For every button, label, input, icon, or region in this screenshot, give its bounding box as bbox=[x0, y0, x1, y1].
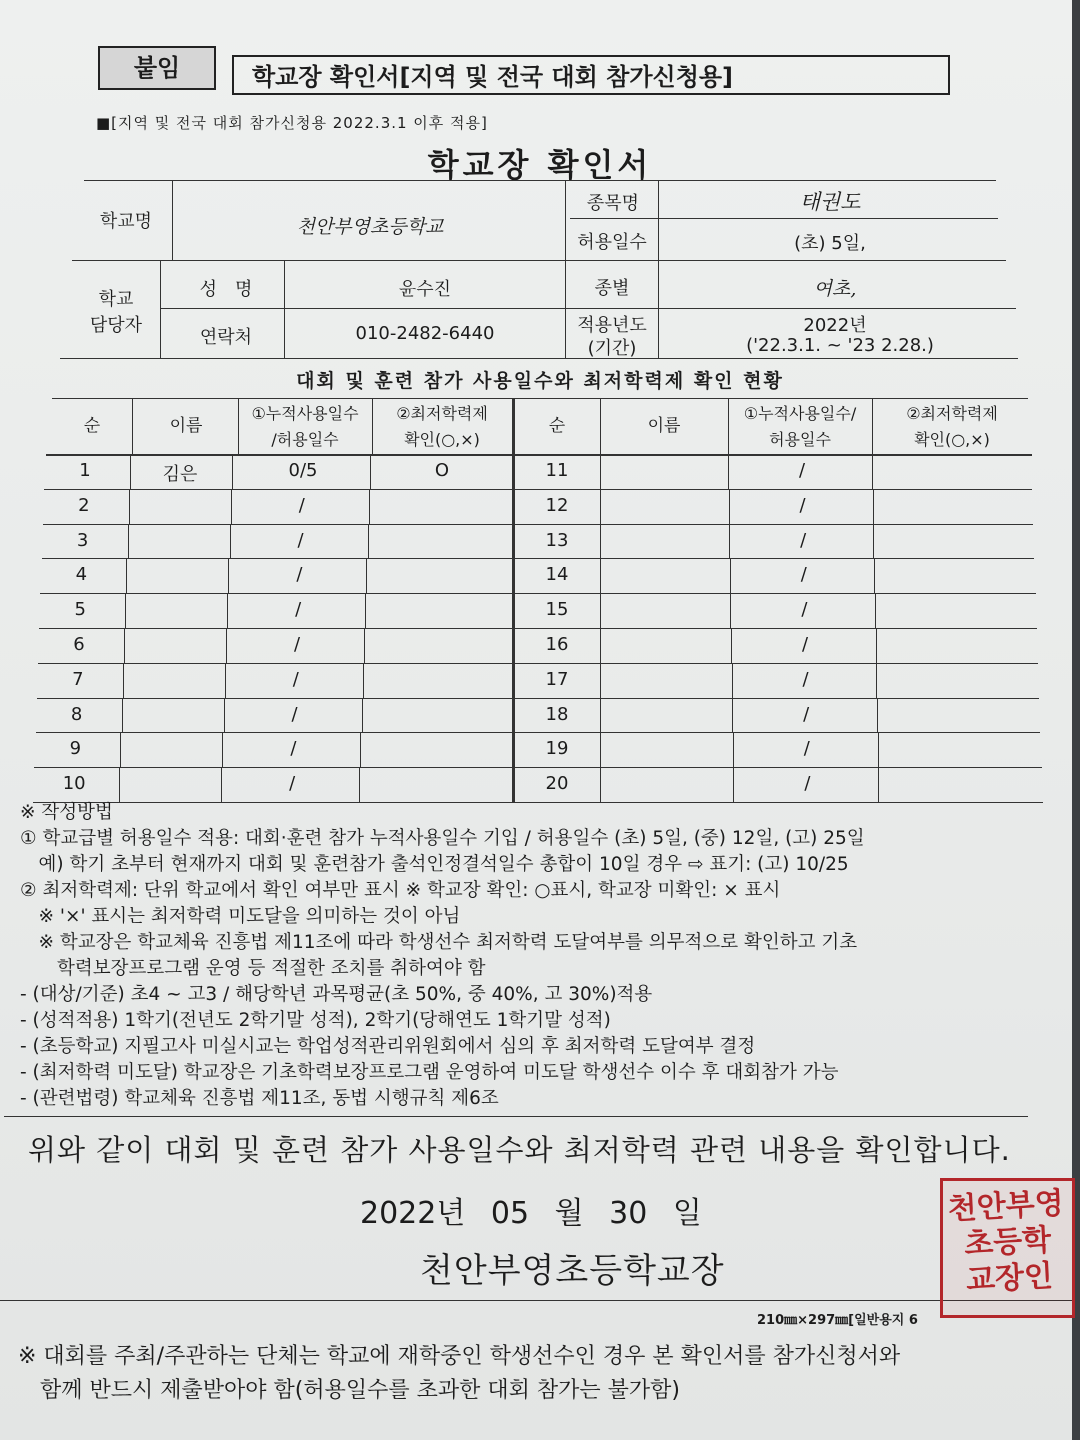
note-line: ※ 작성방법 bbox=[20, 802, 113, 823]
col-divider bbox=[123, 663, 124, 698]
col-divider bbox=[730, 593, 731, 628]
col-divider bbox=[600, 593, 601, 628]
col-divider bbox=[733, 732, 734, 767]
allowed-days-label: 허용일수 bbox=[577, 232, 647, 253]
col-divider bbox=[731, 628, 732, 663]
row-days: / bbox=[801, 599, 808, 621]
row-days: / bbox=[291, 703, 298, 725]
col-divider bbox=[120, 732, 121, 767]
row-number: 4 bbox=[75, 564, 88, 586]
page-title: 학교장 확인서 bbox=[427, 146, 653, 184]
year-label-line1: 적용년도 bbox=[577, 315, 647, 336]
col-header-days-right-line2: 허용일수 bbox=[769, 430, 831, 449]
row-days: / bbox=[804, 773, 811, 795]
date-day-unit: 일 bbox=[672, 1196, 702, 1231]
col-header-check-line2: 확인(○,×) bbox=[404, 430, 480, 449]
col-divider bbox=[368, 524, 369, 559]
category-value: 여초, bbox=[813, 278, 857, 300]
row-days: / bbox=[296, 564, 303, 586]
col-divider bbox=[600, 732, 601, 767]
school-value: 천안부영초등학교 bbox=[296, 216, 444, 238]
col-divider bbox=[130, 454, 131, 489]
col-header-days-line1: ①누적사용일수 bbox=[251, 404, 359, 423]
col-divider bbox=[232, 454, 233, 489]
footer-line-1: ※ 대회를 주최/주관하는 단체는 학교에 재학중인 학생선수인 경우 본 확인서를 참가신청서와 bbox=[18, 1344, 901, 1369]
col-divider bbox=[228, 558, 229, 593]
row-number: 7 bbox=[72, 668, 84, 690]
row-number: 15 bbox=[545, 599, 569, 621]
table-row-divider bbox=[36, 732, 1041, 733]
manager-name-value: 윤수진 bbox=[398, 279, 452, 300]
col-divider bbox=[369, 489, 370, 524]
col-divider bbox=[729, 489, 730, 524]
applicability-note: ■[지역 및 전국 대회 참가신청용 2022.3.1 이후 적용] bbox=[96, 114, 488, 132]
year-value: 2022년 bbox=[803, 315, 867, 336]
row-number: 17 bbox=[545, 668, 569, 690]
table-row-divider bbox=[40, 593, 1035, 594]
col-divider bbox=[729, 524, 730, 559]
col-divider bbox=[370, 454, 371, 489]
col-header-name-right: 이름 bbox=[647, 416, 681, 436]
col-divider bbox=[125, 593, 126, 628]
usage-table-title: 대회 및 훈련 참가 사용일수와 최저학력제 확인 현황 bbox=[296, 370, 784, 392]
row-days: / bbox=[798, 460, 806, 481]
row-days: / bbox=[289, 773, 296, 795]
row-check: O bbox=[434, 460, 450, 481]
col-divider bbox=[600, 663, 601, 698]
col-divider bbox=[230, 524, 231, 559]
col-divider bbox=[227, 593, 228, 628]
col-divider bbox=[366, 558, 367, 593]
seal-text: 천안부영 초등학 교장인 bbox=[946, 1186, 1065, 1299]
row-number: 8 bbox=[70, 703, 83, 725]
row-number: 12 bbox=[545, 494, 569, 516]
col-divider bbox=[128, 524, 129, 559]
row-days: / bbox=[802, 668, 809, 690]
official-seal bbox=[940, 1178, 1075, 1318]
date-day: 30 bbox=[609, 1196, 648, 1231]
col-divider bbox=[600, 524, 601, 559]
row-number: 2 bbox=[78, 494, 90, 516]
row-days: / bbox=[800, 564, 807, 586]
row-number: 6 bbox=[73, 634, 85, 655]
col-divider bbox=[600, 489, 601, 524]
row-number: 5 bbox=[74, 599, 86, 621]
col-divider bbox=[359, 767, 360, 802]
col-header-check-right-line1: ②최저학력제 bbox=[906, 404, 998, 423]
col-divider bbox=[129, 489, 130, 524]
note-line: - (최저학력 미도달) 학교장은 기초학력보장프로그램 운영하여 미도달 학생선수 이수 후 대회참가 가능 bbox=[20, 1062, 839, 1083]
col-divider bbox=[122, 698, 123, 733]
row-days: / bbox=[799, 494, 806, 516]
col-header-check-line1: ②최저학력제 bbox=[396, 404, 488, 423]
date-year: 2022년 bbox=[360, 1196, 466, 1231]
note-line: ※ 학교장은 학교체육 진흥법 제11조에 따라 학생선수 최저학력 도달여부를 의무적으로 확인하고 기초 bbox=[20, 932, 858, 953]
note-line: ① 학교급별 허용일수 적용: 대회·훈련 참가 누적사용일수 기입 / 허용일수 (초) 5일, (중) 12일, (고) 25일 bbox=[20, 828, 865, 849]
form-title-box: 학교장 확인서[지역 및 전국 대회 참가신청용] bbox=[232, 55, 950, 95]
col-divider bbox=[600, 628, 601, 663]
col-divider bbox=[119, 767, 120, 802]
row-number: 20 bbox=[545, 773, 569, 795]
row-days: / bbox=[292, 668, 299, 690]
note-line: ② 최저학력제: 단위 학교에서 확인 여부만 표시 ※ 학교장 확인: ○표시, 학교장 미확인: × 표시 bbox=[20, 880, 781, 901]
col-divider bbox=[365, 593, 366, 628]
row-days: / bbox=[297, 529, 304, 551]
manager-label-line1: 학교 bbox=[98, 289, 134, 310]
school-label: 학교명 bbox=[99, 211, 153, 232]
name-label: 성 명 bbox=[199, 279, 253, 300]
table-row-divider bbox=[38, 663, 1038, 664]
col-divider bbox=[226, 628, 227, 663]
confirmation-statement: 위와 같이 대회 및 훈련 참가 사용일수와 최저학력 관련 내용을 확인합니다. bbox=[28, 1133, 1011, 1167]
row-days: / bbox=[295, 599, 302, 621]
col-header-check-right-line2: 확인(○,×) bbox=[914, 430, 990, 449]
col-divider bbox=[364, 628, 365, 663]
year-label-line2: (기간) bbox=[587, 338, 637, 359]
col-divider bbox=[600, 558, 601, 593]
col-divider bbox=[221, 767, 222, 802]
row-number: 3 bbox=[76, 529, 89, 551]
paper-size-note: 210㎜×297㎜[일반용지 6 bbox=[757, 1313, 918, 1328]
col-divider bbox=[231, 489, 232, 524]
note-line: 학력보장프로그램 운영 등 적절한 조치를 취하여야 함 bbox=[20, 958, 486, 979]
issue-date bbox=[360, 1188, 702, 1232]
col-header-days-line2: /허용일수 bbox=[271, 430, 339, 449]
table-row-divider bbox=[42, 558, 1035, 559]
col-header-name: 이름 bbox=[169, 416, 203, 436]
col-header-no: 순 bbox=[83, 416, 101, 436]
attachment-tag: 붙임 bbox=[98, 46, 216, 90]
col-divider bbox=[728, 454, 729, 489]
row-days: / bbox=[801, 634, 809, 655]
note-line: - (관련법령) 학교체육 진흥법 제11조, 동법 시행규칙 제6조 bbox=[20, 1088, 499, 1109]
row-number: 10 bbox=[62, 773, 86, 795]
manager-label-line2: 담당자 bbox=[89, 315, 143, 336]
row-days: / bbox=[800, 529, 807, 551]
col-divider bbox=[124, 628, 125, 663]
note-line: - (성적적용) 1학기(전년도 2학기말 성적), 2학기(당해연도 1학기말 성적) bbox=[20, 1010, 611, 1031]
row-days: / bbox=[803, 738, 810, 760]
sport-label: 종목명 bbox=[586, 193, 640, 214]
row-number: 13 bbox=[545, 529, 569, 551]
contact-label: 연락처 bbox=[199, 327, 253, 348]
allowed-days-value: (초) 5일, bbox=[794, 233, 866, 254]
col-divider bbox=[224, 698, 225, 733]
row-days: 0/5 bbox=[288, 460, 318, 481]
col-divider bbox=[730, 558, 731, 593]
writing-instructions bbox=[20, 800, 1060, 1112]
table-row-divider bbox=[37, 698, 1039, 699]
row-number: 18 bbox=[545, 703, 569, 725]
col-divider bbox=[362, 698, 363, 733]
col-header-no-right: 순 bbox=[548, 416, 566, 436]
row-number: 19 bbox=[545, 738, 569, 760]
date-month-unit: 월 bbox=[554, 1196, 584, 1231]
table-row-divider bbox=[34, 767, 1041, 768]
category-label: 종별 bbox=[594, 278, 630, 299]
row-days: / bbox=[803, 703, 810, 725]
col-divider bbox=[225, 663, 226, 698]
date-month: 05 bbox=[490, 1196, 530, 1231]
note-line: 예) 학기 초부터 현재까지 대회 및 훈련참가 출석인정결석일수 총합이 10일 경우 ⇨ 표기: (고) 10/25 bbox=[20, 854, 849, 875]
table-row-divider bbox=[39, 628, 1037, 629]
row-name: 김은 bbox=[162, 464, 198, 485]
row-number: 16 bbox=[545, 634, 569, 655]
col-divider bbox=[363, 663, 364, 698]
sport-value: 태권도 bbox=[799, 190, 861, 214]
period-value: ('22.3.1. ~ '23 2.28.) bbox=[746, 335, 934, 356]
note-line: - (대상/기준) 초4 ~ 고3 / 해당학년 과목평균(초 50%, 중 40%, 고 30%)적용 bbox=[20, 984, 653, 1005]
col-divider bbox=[600, 767, 601, 802]
contact-value: 010-2482-6440 bbox=[355, 323, 495, 344]
row-days: / bbox=[298, 494, 305, 516]
col-divider bbox=[126, 558, 127, 593]
row-number: 14 bbox=[545, 564, 569, 586]
footer-notice bbox=[18, 1340, 1058, 1408]
col-divider bbox=[600, 454, 601, 489]
note-line: ※ '×' 표시는 최저학력 미도달을 의미하는 것이 아님 bbox=[20, 906, 461, 927]
row-number: 9 bbox=[69, 738, 82, 760]
row-days: / bbox=[293, 634, 301, 655]
col-divider bbox=[733, 767, 734, 802]
row-number: 1 bbox=[79, 460, 91, 481]
table-row-divider bbox=[44, 489, 1032, 490]
table-row-divider bbox=[43, 524, 1033, 525]
note-line: - (초등학교) 지필고사 미실시교는 학업성적관리위원회에서 심의 후 최저학력 도달여부 결정 bbox=[20, 1036, 756, 1057]
col-header-days-right-line1: ①누적사용일수/ bbox=[743, 404, 857, 423]
principal-signature-line: 천안부영초등학교장 bbox=[420, 1251, 725, 1291]
col-divider bbox=[222, 732, 223, 767]
row-days: / bbox=[290, 738, 297, 760]
footer-line-2: 함께 반드시 제출받아야 함(허용일수를 초과한 대회 참가는 불가함) bbox=[18, 1378, 680, 1403]
col-divider bbox=[600, 698, 601, 733]
col-divider bbox=[732, 698, 733, 733]
row-number: 11 bbox=[545, 460, 569, 481]
col-divider bbox=[360, 732, 361, 767]
col-divider bbox=[732, 663, 733, 698]
